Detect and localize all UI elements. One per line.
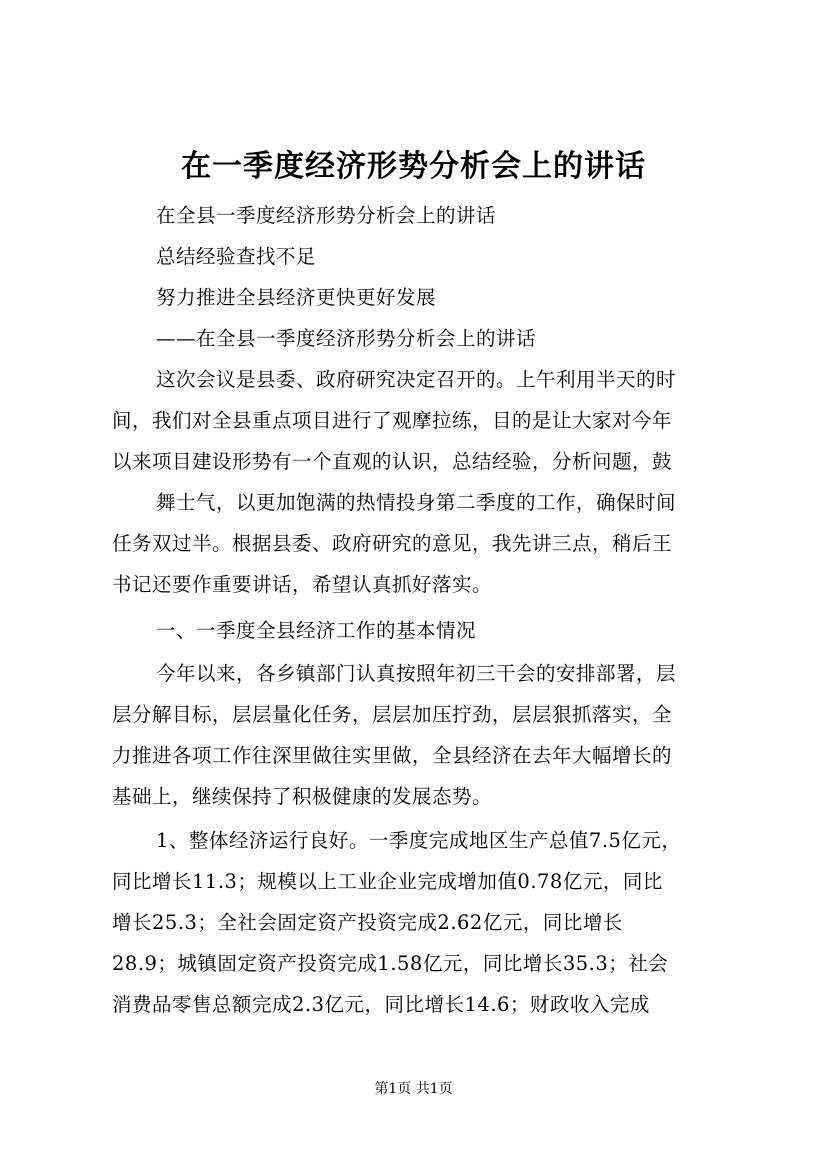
subtitle-line: 努力推进全县经济更快更好发展 [156,286,437,309]
paragraph-line: 这次会议是县委、政府研究决定召开的。上午利用半天的时 [156,368,677,391]
paragraph-line: 消费品零售总额完成2.3亿元，同比增长14.6；财政收入完成 [112,993,650,1016]
subtitle-line: 总结经验查找不足 [156,245,317,268]
page-footer: 第1页 共1页 [374,1081,453,1097]
paragraph-line: 增长25.3；全社会固定资产投资完成2.62亿元，同比增长 [112,911,623,934]
paragraph-line: 28.9；城镇固定资产投资完成1.58亿元，同比增长35.3；社会 [112,952,669,975]
paragraph-line: 以来项目建设形势有一个直观的认识，总结经验，分析问题，鼓 [112,450,673,473]
paragraph-line: 舞士气，以更加饱满的热情投身第二季度的工作，确保时间 [156,491,677,514]
paragraph-line: 同比增长11.3；规模以上工业企业完成增加值0.78亿元，同比 [112,870,663,893]
paragraph-line: 基础上，继续保持了积极健康的发展态势。 [112,785,493,808]
document-title: 在一季度经济形势分析会上的讲话 [181,149,646,184]
paragraph-line: 书记还要作重要讲话，希望认真抓好落实。 [112,573,493,596]
section-heading: 一、一季度全县经济工作的基本情况 [156,619,477,642]
paragraph-line: 1、整体经济运行良好。一季度完成地区生产总值7.5亿元， [156,829,682,852]
subtitle-line: ——在全县一季度经济形势分析会上的讲话 [156,327,537,350]
paragraph-line: 今年以来，各乡镇部门认真按照年初三干会的安排部署，层 [156,662,677,685]
paragraph-line: 间，我们对全县重点项目进行了观摩拉练，目的是让大家对今年 [112,409,673,432]
paragraph-line: 力推进各项工作往深里做往实里做，全县经济在去年大幅增长的 [112,744,673,767]
paragraph-line: 层分解目标，层层量化任务，层层加压拧劲，层层狠抓落实，全 [112,703,673,726]
subtitle-line: 在全县一季度经济形势分析会上的讲话 [156,204,497,227]
paragraph-line: 任务双过半。根据县委、政府研究的意见，我先讲三点，稍后王 [112,532,673,555]
